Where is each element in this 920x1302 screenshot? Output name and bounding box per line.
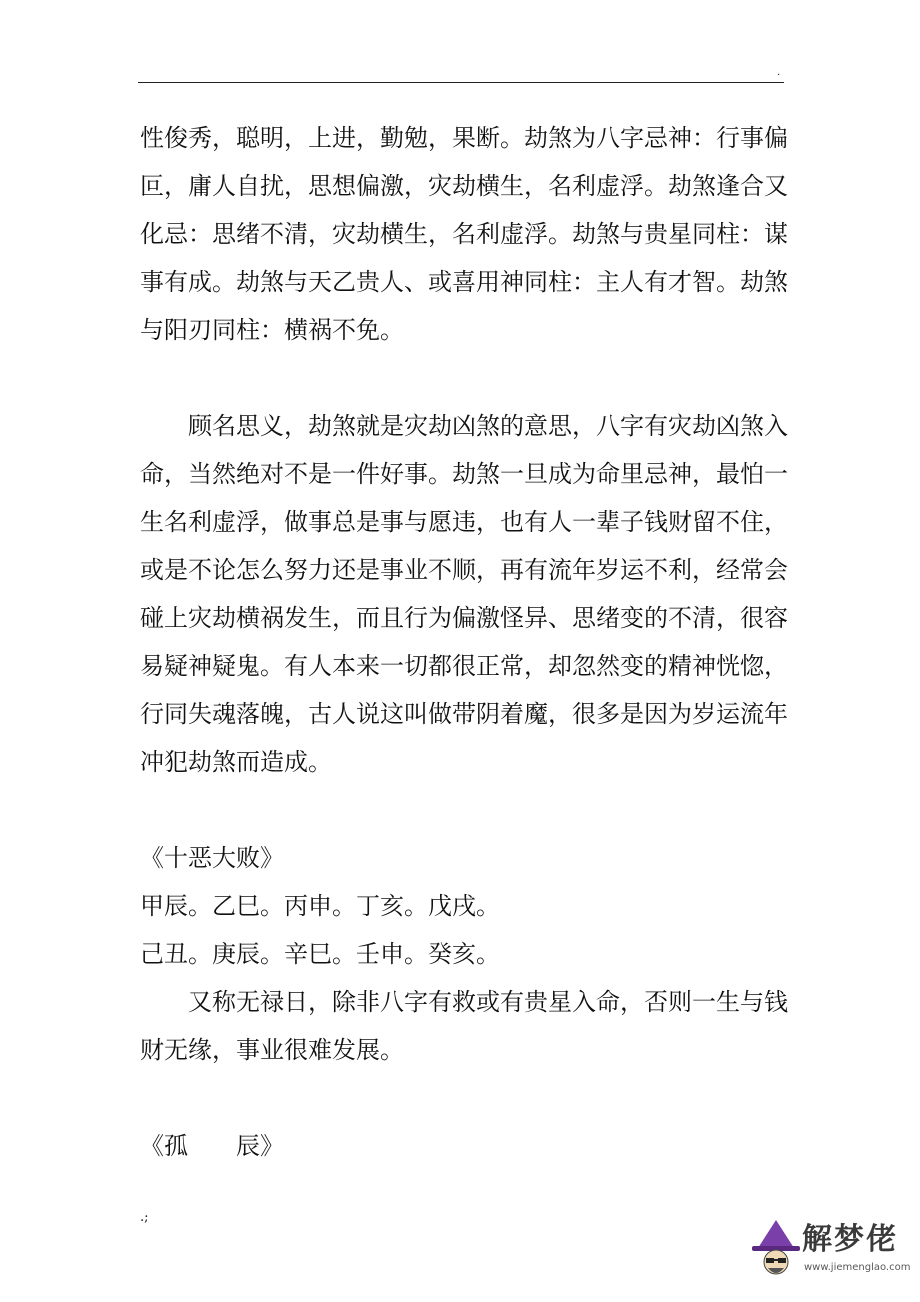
section-heading: 《孤 辰》: [140, 1132, 284, 1160]
site-watermark: [752, 1214, 912, 1294]
text-line: 或是不论怎么努力还是事业不顺，再有流年岁运不利，经常会: [140, 556, 788, 584]
header-mark: .: [777, 67, 781, 78]
text-line: 行同失魂落魄，古人说这叫做带阴着魔，很多是因为岁运流年: [140, 700, 788, 728]
section-heading: 《十恶大败》: [140, 844, 284, 872]
text-line: 易疑神疑鬼。有人本来一切都很正常，却忽然变的精神恍惚，: [140, 652, 788, 680]
text-line: 生名利虚浮，做事总是事与愿违，也有人一辈子钱财留不住，: [140, 508, 788, 536]
text-line: 叵，庸人自扰，思想偏激，灾劫横生，名利虚浮。劫煞逢合又: [140, 172, 788, 200]
footer-mark: .;: [140, 1210, 149, 1225]
watermark-url: www.jiemenglao.com: [804, 1262, 911, 1273]
wizard-hat-icon: [752, 1218, 800, 1278]
text-line: 碰上灾劫横祸发生，而且行为偏激怪异、思绪变的不清，很容: [140, 604, 788, 632]
text-line: 冲犯劫煞而造成。: [140, 748, 332, 776]
text-line: 己丑。庚辰。辛巳。壬申。癸亥。: [140, 940, 500, 968]
header-rule: [138, 82, 784, 83]
text-line: 甲辰。乙巳。丙申。丁亥。戊戌。: [140, 892, 500, 920]
watermark-brand: 解梦佬: [802, 1222, 898, 1257]
text-line: 财无缘，事业很难发展。: [140, 1036, 404, 1064]
text-line: 命，当然绝对不是一件好事。劫煞一旦成为命里忌神，最怕一: [140, 460, 788, 488]
text-line: 事有成。劫煞与天乙贵人、或喜用神同柱：主人有才智。劫煞: [140, 268, 788, 296]
text-line: 性俊秀，聪明，上进，勤勉，果断。劫煞为八字忌神：行事偏: [140, 124, 788, 152]
text-line: 又称无禄日，除非八字有救或有贵星入命，否则一生与钱: [188, 988, 788, 1016]
text-line: 顾名思义，劫煞就是灾劫凶煞的意思，八字有灾劫凶煞入: [188, 412, 788, 440]
text-line: 与阳刃同柱：横祸不免。: [140, 316, 404, 344]
text-line: 化忌：思绪不清，灾劫横生，名利虚浮。劫煞与贵星同柱：谋: [140, 220, 788, 248]
